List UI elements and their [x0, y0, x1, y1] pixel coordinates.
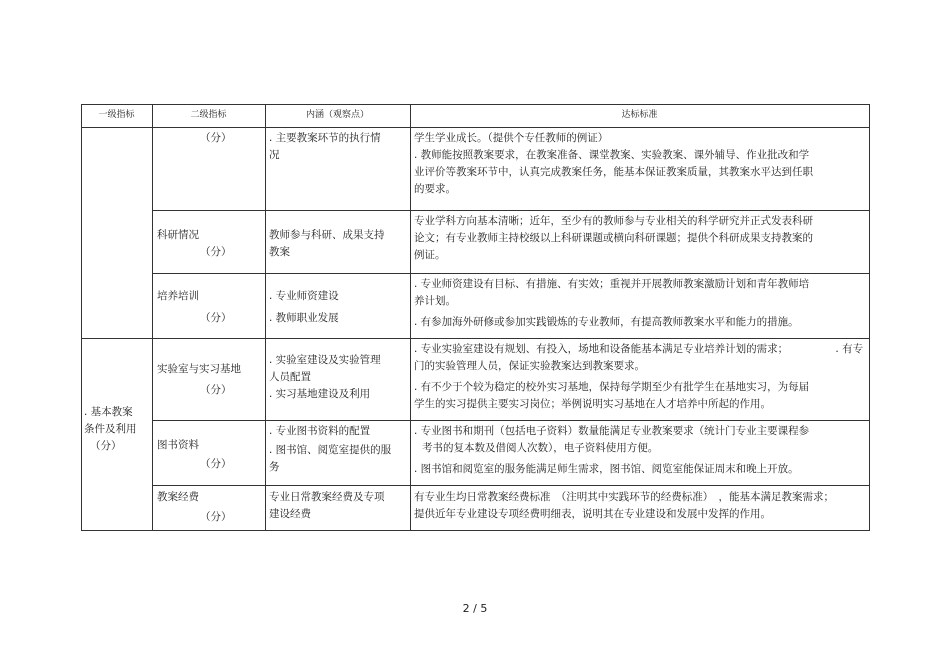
row-divider — [152, 420, 869, 421]
group-divider — [81, 338, 869, 339]
table-top-border — [81, 104, 869, 105]
table-left-border — [81, 104, 82, 531]
header-level1: 一级指标 — [98, 110, 135, 120]
level2-name: 实验室与实习基地 — [157, 363, 241, 375]
content-cell: 专业日常教案经费及专项 建设经费 — [269, 491, 385, 520]
standard-cell: 专业学科方向基本清晰；近年，至少有的教师参与专业相关的科学研究并正式发表科研 论文；有专业教师主持校级以上科研课题或横向科研课题；提供个科研成果支持教案的 例证。 — [414, 215, 813, 261]
row-divider — [152, 210, 869, 211]
content-cell: 教师参与科研、成果支持 教案 — [269, 229, 385, 258]
level2-score: （分） — [200, 312, 232, 324]
page-indicator: 2 / 5 — [462, 602, 488, 615]
level2-name: 培养培训 — [157, 290, 199, 302]
column-divider — [265, 104, 266, 531]
header-bottom-border — [81, 127, 869, 128]
content-cell: . 专业师资建设 . 教师职业发展 — [269, 290, 339, 324]
row-divider — [152, 485, 869, 486]
header-standard: 达标标准 — [621, 110, 658, 120]
level2-name: 教案经费 — [157, 491, 199, 503]
table-right-border — [869, 104, 870, 531]
level2-name: 图书资料 — [157, 439, 199, 451]
level2-score: （分） — [200, 511, 232, 523]
standard-cell: 有专业生均日常教案经费标准 （注明其中实践环节的经费标准） ，能基本满足教案需求； 提供近年专业建设专项经费明细表，说明其在专业建设和发展中发挥的作用。 — [414, 491, 834, 520]
column-divider — [410, 104, 411, 531]
level2-score: （分） — [200, 458, 232, 470]
column-divider — [152, 104, 153, 531]
level2-score: （分） — [200, 246, 232, 258]
level2-name: 科研情况 — [157, 229, 199, 241]
content-cell: . 主要教案环节的执行情 况 — [269, 132, 381, 161]
level1-cell: . 基本教案 条件及利用 （分） — [84, 406, 137, 452]
content-cell: . 实验室建设及实验管理 人员配置 . 实习基地建设及利用 — [269, 354, 381, 400]
standard-cell: . 专业图书和期刊（包括电子资料）数量能满足专业教案要求（统计门专业主要课程参 考书的复本数及借阅人次数），电子资料使用方便。 . 图书馆和阅览室的服务能满足师生需求，图书馆、阅览室能保证周末和晚上开放。 — [414, 425, 810, 475]
header-level2: 二级指标 — [190, 110, 227, 120]
row-divider — [152, 273, 869, 274]
content-cell: . 专业图书资料的配置 . 图书馆、阅览室提供的服 务 — [269, 425, 392, 473]
standard-cell: . 专业师资建设有目标、有措施、有实效；重视并开展教师教案激励计划和青年教师培 养计划。 . 有参加海外研修或参加实践锻炼的专业教师，有提高教师教案水平和能力的措施。 — [414, 278, 810, 328]
level2-score: （分） — [200, 132, 232, 144]
standard-cell: . 专业实验室建设有规划、有投入，场地和设备能基本满足专业培养计划的需求； . 有专 门的实验管理人员，保证实验教案达到教案要求。 . 有不少于个较为稳定的校外实习基地，保持每学期至少有批学生在基地实习，为每届 学生的实习提供主要实习岗位；举例说明实习基地在人才培养中所起的作用。 — [414, 343, 864, 410]
table-bottom-border — [81, 530, 869, 531]
level2-score: （分） — [200, 384, 232, 396]
header-content: 内涵（观察点） — [305, 110, 369, 120]
standard-cell: 学生学业成长。（提供个专任教师的例证） . 教师能按照教案要求，在教案准备、课堂教案、实验教案、课外辅导、作业批改和学 业评价等教案环节中，认真完成教案任务，能基本保证教案质量，其教案水平达到任职 的要求。 — [414, 132, 813, 195]
